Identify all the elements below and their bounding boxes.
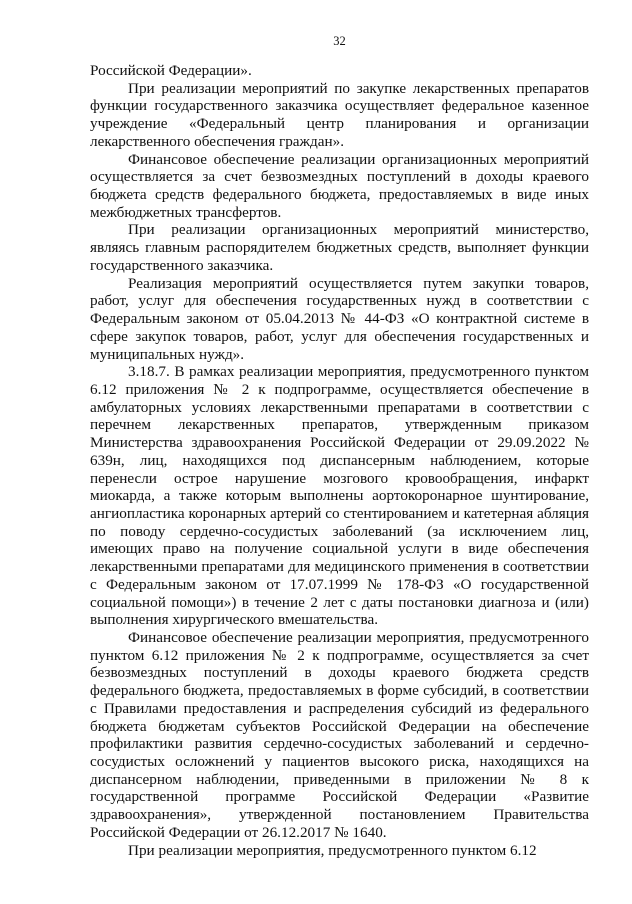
page-number: 32: [333, 34, 346, 48]
paragraph-3-18-7: 3.18.7. В рамках реализации мероприятия, предусмотренного пунктом 6.12 приложения № 2 к подпрограмме, осуществляется обеспечение в амбулаторных условиях лекарственными препаратами в соответствии с перечнем лекарственных препаратов, утвержденным приказом Министерства здравоохранения Российской Федерации от 29.09.2022 № 639н, лиц, находящихся под диспансерным наблюдением, которые перенесли острое нарушение мозгового кровообращения, инфаркт миокарда, а также которым выполнены аортокоронарное шунтирование, ангиопластика коронарных артерий со стентированием и катетерная абляция по поводу сердечно-сосудистых заболеваний (за исключением лиц, имеющих право на получение социальной услуги в виде обеспечения лекарственными препаратами для медицинского применения в соответствии с Федеральным законом от 17.07.1999 № 178-ФЗ «О государственной социальной помощи») в течение 2 лет с даты постановки диагноза и (или) выполнения хирургического вмешательства.: [90, 363, 589, 629]
paragraph-ministry-role: При реализации организационных мероприятий министерство, являясь главным распорядителем бюджетных средств, выполняет функции государственного заказчика.: [90, 221, 589, 274]
paragraph-organizational-funding: Финансовое обеспечение реализации организационных мероприятий осуществляется за счет безвозмездных поступлений в доходы краевого бюджета средств федерального бюджета, предоставляемых в виде иных межбюджетных трансфертов.: [90, 150, 589, 221]
paragraph-implementation: При реализации мероприятия, предусмотренного пунктом 6.12: [128, 841, 537, 859]
paragraph-procurement-customer: При реализации мероприятий по закупке лекарственных препаратов функции государственного заказчика осуществляет федеральное казенное учреждение «Федеральный центр планирования и организации лекарственного обеспечения граждан».: [90, 79, 589, 150]
paragraph-federal-subsidy: Финансовое обеспечение реализации мероприятия, предусмотренного пунктом 6.12 приложения № 2 к подпрограмме, осуществляется за счет безвозмездных поступлений в доходы краевого бюджета средств федерального бюджета, предоставляемых в форме субсидий, в соответствии с Правилами предоставления и распределения субсидий из федерального бюджета бюджетам субъектов Российской Федерации на обеспечение профилактики развития сердечно-сосудистых заболеваний и сердечно-сосудистых осложнений у пациентов высокого риска, находящихся на диспансерном наблюдении, приведенными в приложении № 8 к государственной программе Российской Федерации «Развитие здравоохранения», утвержденной постановлением Правительства Российской Федерации от 26.12.2017 № 1640.: [90, 629, 589, 841]
paragraph-procurement-law: Реализация мероприятий осуществляется путем закупки товаров, работ, услуг для обеспечения государственных нужд в соответствии с Федеральным законом от 05.04.2013 № 44-ФЗ «О контрактной системе в сфере закупок товаров, работ, услуг для обеспечения государственных и муниципальных нужд».: [90, 274, 589, 363]
paragraph-continuation: Российской Федерации».: [90, 62, 252, 79]
document-body: [90, 62, 589, 859]
